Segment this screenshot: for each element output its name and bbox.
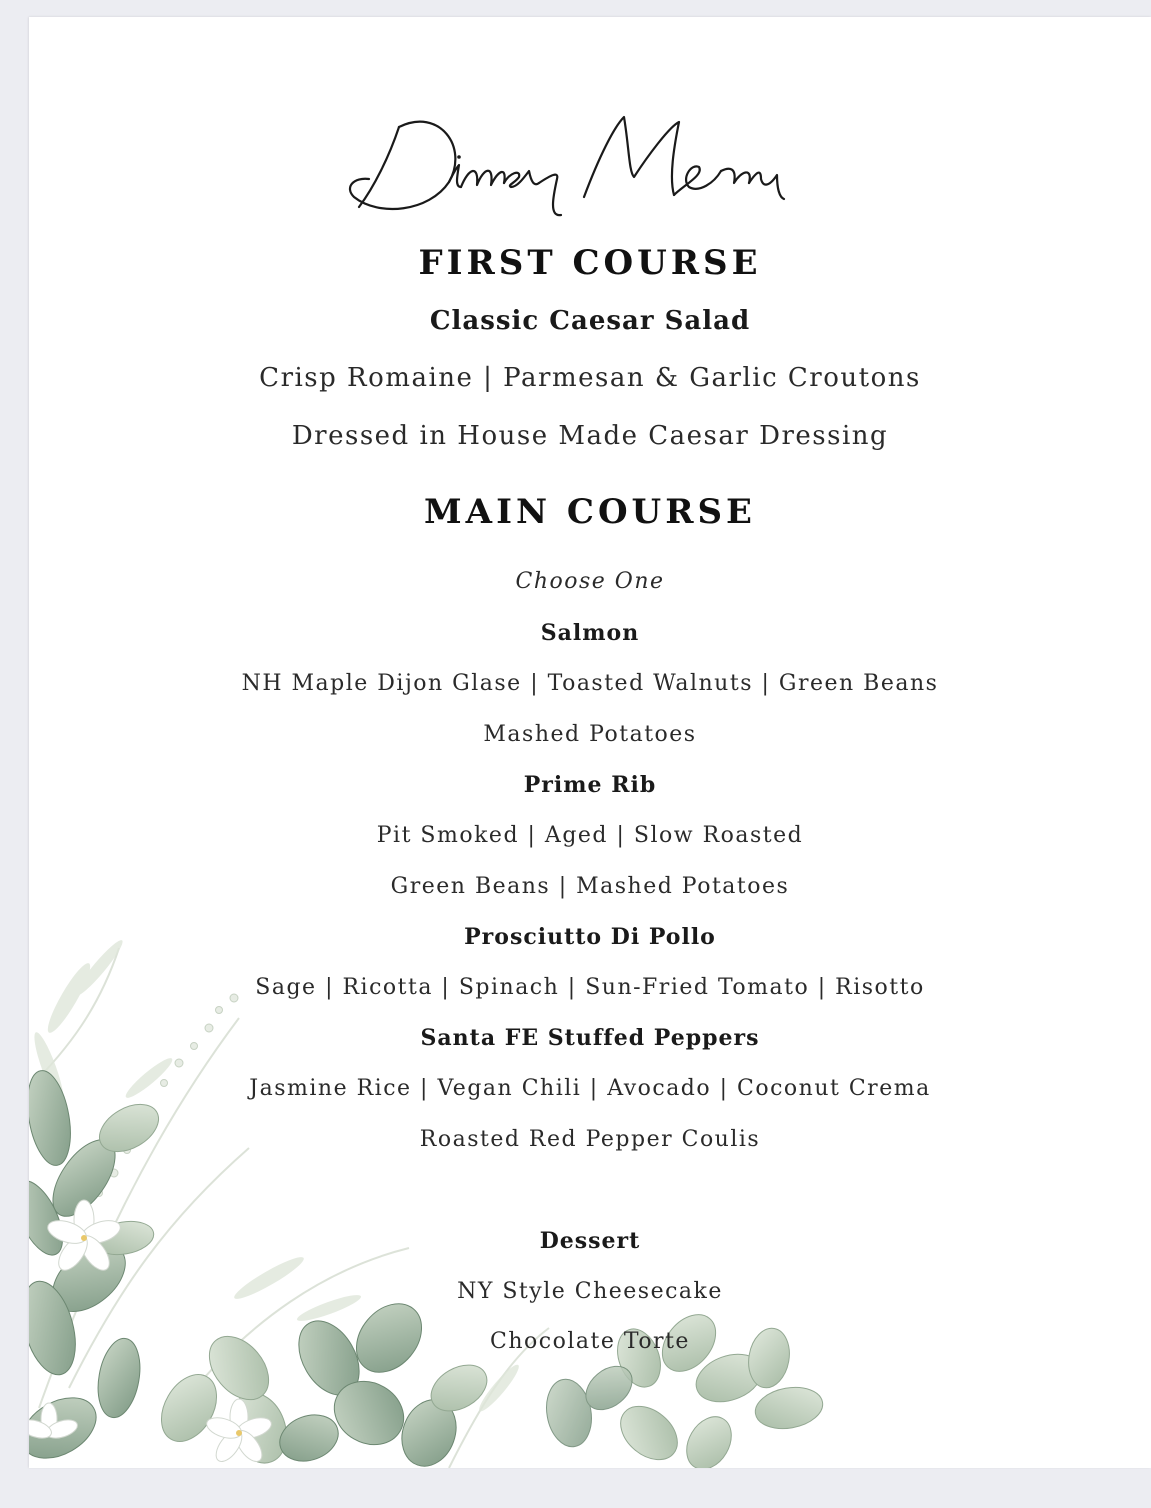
dish-desc-prime-rib-1: Pit Smoked | Aged | Slow Roasted bbox=[376, 823, 804, 848]
dish-name-prime-rib: Prime Rib bbox=[523, 772, 657, 798]
dish-desc-prosciutto-1: Sage | Ricotta | Spinach | Sun-Fried Tomato | Risotto bbox=[255, 975, 925, 1000]
dish-desc-salmon-1: NH Maple Dijon Glase | Toasted Walnuts | Green Beans bbox=[241, 671, 939, 696]
title-script-graphic bbox=[329, 87, 849, 237]
first-course-line-1: Crisp Romaine | Parmesan & Garlic Croutons bbox=[259, 363, 921, 393]
dish-name-salmon: Salmon bbox=[540, 620, 640, 646]
first-course-dish: Classic Caesar Salad bbox=[429, 306, 751, 336]
dish-name-stuffed-peppers: Santa FE Stuffed Peppers bbox=[420, 1025, 760, 1051]
dish-desc-prime-rib-2: Green Beans | Mashed Potatoes bbox=[390, 874, 790, 899]
menu-page bbox=[29, 17, 1151, 1468]
main-course-heading: MAIN COURSE bbox=[424, 492, 756, 532]
dish-desc-salmon-2: Mashed Potatoes bbox=[483, 722, 697, 747]
dish-desc-stuffed-peppers-2: Roasted Red Pepper Coulis bbox=[419, 1127, 761, 1152]
first-course-line-2: Dressed in House Made Caesar Dressing bbox=[291, 421, 889, 451]
dessert-item-1: NY Style Cheesecake bbox=[457, 1279, 723, 1304]
first-course-heading: FIRST COURSE bbox=[418, 243, 762, 283]
dish-desc-stuffed-peppers-1: Jasmine Rice | Vegan Chili | Avocado | Coconut Crema bbox=[249, 1076, 931, 1101]
main-course-note: Choose One bbox=[515, 569, 665, 594]
dessert-heading: Dessert bbox=[539, 1228, 641, 1254]
dessert-item-2: Chocolate Torte bbox=[490, 1329, 690, 1354]
menu-title bbox=[329, 87, 849, 237]
dish-name-prosciutto: Prosciutto Di Pollo bbox=[464, 924, 716, 950]
